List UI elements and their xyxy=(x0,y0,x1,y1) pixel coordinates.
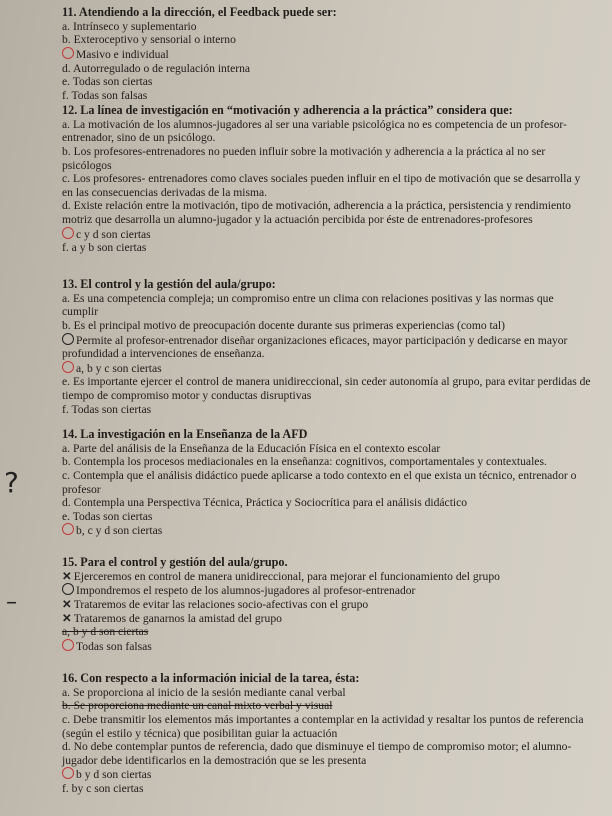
question-title: 16. Con respecto a la información inicial de la tarea, ésta: xyxy=(62,671,360,685)
option-b: b. Es el principal motivo de preocupación docente durante sus primeras experiencias (como tal) xyxy=(62,318,505,332)
option-d: d. No debe contemplar puntos de referencia, dado que disminuye el tiempo de compromiso motor; el alumno-jugador debe identificarlos en la demostración que se les presenta xyxy=(62,740,572,767)
question-title: 11. Atendiendo a la dirección, el Feedback puede ser: xyxy=(62,5,337,19)
dash-mark-icon: – xyxy=(6,590,17,615)
option-a: a. Se proporciona al inicio de la sesión mediante canal verbal xyxy=(62,685,346,699)
option-f: f. Todas son ciertas xyxy=(62,402,152,416)
option-d: d. Contempla una Perspectiva Técnica, Práctica y Sociocrítica para el análisis didáctico xyxy=(62,496,468,510)
option-c: c. Los profesores- entrenadores como claves sociales pueden influir en el tipo de motivación que se desarrolla y en las consecuencias derivadas de la misma. xyxy=(62,172,581,199)
option-c: Permite al profesor-entrenador diseñar organizaciones eficaces, mayor participación y dedicarse en mayor profundidad a intervenciones de enseñanza. xyxy=(62,333,568,361)
option-b: b. Los profesores-entrenadores no pueden influir sobre la motivación y adherencia a la práctica al no ser psicólogos xyxy=(62,144,546,172)
cross-mark-icon: ✕ xyxy=(62,611,72,625)
question-16 xyxy=(62,672,592,796)
option-c: ✕ Trataremos de evitar las relaciones socio-afectivas con el grupo xyxy=(62,597,369,611)
option-f-selected: Todas son falsas xyxy=(62,639,592,654)
option-e: a, b y d son ciertas xyxy=(62,625,149,639)
option-a: ✕ Ejerceremos en control de manera unidireccional, para mejorar el funcionamiento del grupo xyxy=(62,569,500,583)
option-a: a. Intrínseco y suplementario xyxy=(62,19,197,33)
option-f-selected: b, c y d son ciertas xyxy=(62,523,592,538)
option-c: c. Debe transmitir los elementos más importantes a contemplar en la actividad y resaltar los puntos de referencia (según el estilo y técnica) que posibilitan guiar la actuación xyxy=(62,712,584,740)
option-c-selected: Masivo e individual xyxy=(62,47,592,62)
option-f: f. a y b son ciertas xyxy=(62,241,147,255)
red-circle-mark-icon xyxy=(62,639,74,651)
option-b: b. Exteroceptivo y sensorial o interno xyxy=(62,33,236,47)
option-b: Impondremos el respeto de los alumnos-jugadores al profesor-entrenador xyxy=(62,583,592,598)
red-circle-mark-icon xyxy=(62,523,74,535)
option-e-selected: c y d son ciertas xyxy=(62,227,592,242)
option-e: e. Es importante ejercer el control de manera unidireccional, sin ceder autonomía al grupo, para evitar perdidas de tiempo de compromiso motor y conductas disruptivas xyxy=(62,375,591,402)
question-title: 13. El control y la gestión del aula/grupo: xyxy=(62,277,276,291)
question-title: 15. Para el control y gestión del aula/grupo. xyxy=(62,555,288,569)
cross-mark-icon: ✕ xyxy=(62,569,72,583)
option-e-selected: b y d son ciertas xyxy=(62,767,592,782)
red-circle-mark-icon xyxy=(62,767,74,779)
option-d: d. Existe relación entre la motivación, tipo de motivación, adherencia a la práctica, persistencia y rendimiento motriz que desarrolla un alumno-jugador y la actuación percibida por éste de entrenadores-profesores xyxy=(62,199,571,226)
option-a: a. Parte del análisis de la Enseñanza de la Educación Física en el contexto escolar xyxy=(62,441,441,455)
option-f: f. by c son ciertas xyxy=(62,781,144,795)
circle-mark-icon xyxy=(62,583,74,595)
option-a: a. La motivación de los alumnos-jugadores al ser una variable psicológica no es competencia de un profesor- entrenador, sino de un psicólogo. xyxy=(62,117,567,145)
option-d: d. Autorregulado o de regulación interna xyxy=(62,61,251,75)
option-d-selected: a, b y c son ciertas xyxy=(62,361,592,376)
red-circle-mark-icon xyxy=(62,47,74,59)
question-title: 14. La investigación en la Enseñanza de la AFD xyxy=(62,427,308,441)
option-a: a. Es una competencia compleja; un compromiso entre un clima con relaciones positivas y las normas que cumplir xyxy=(62,291,554,319)
option-c: c. Contempla que el análisis didáctico puede aplicarse a todo contexto en el que exista un técnico, entrenador o profesor xyxy=(62,468,577,496)
cross-mark-icon: ✕ xyxy=(62,597,72,611)
option-e: e. Todas son ciertas xyxy=(62,509,153,523)
question-12 xyxy=(62,104,592,255)
option-f: f. Todas son falsas xyxy=(62,88,148,102)
red-circle-mark-icon xyxy=(62,227,74,239)
question-title: 12. La línea de investigación en “motivación y adherencia a la práctica” considera que: xyxy=(62,103,513,117)
option-d: ✕ Trataremos de ganarnos la amistad del grupo xyxy=(62,611,282,625)
red-circle-mark-icon xyxy=(62,361,74,373)
option-e: e. Todas son ciertas xyxy=(62,75,153,89)
circle-mark-icon xyxy=(62,333,74,345)
question-14 xyxy=(62,428,592,538)
question-15 xyxy=(62,556,592,653)
option-b: b. Contempla los procesos mediacionales en la enseñanza: cognitivos, comportamentales y contextuales. xyxy=(62,455,547,469)
question-mark-icon: ? xyxy=(4,466,19,499)
question-13 xyxy=(62,278,592,416)
option-b: b. Se proporciona mediante un canal mixto verbal y visual xyxy=(62,699,333,713)
question-11 xyxy=(62,6,592,102)
